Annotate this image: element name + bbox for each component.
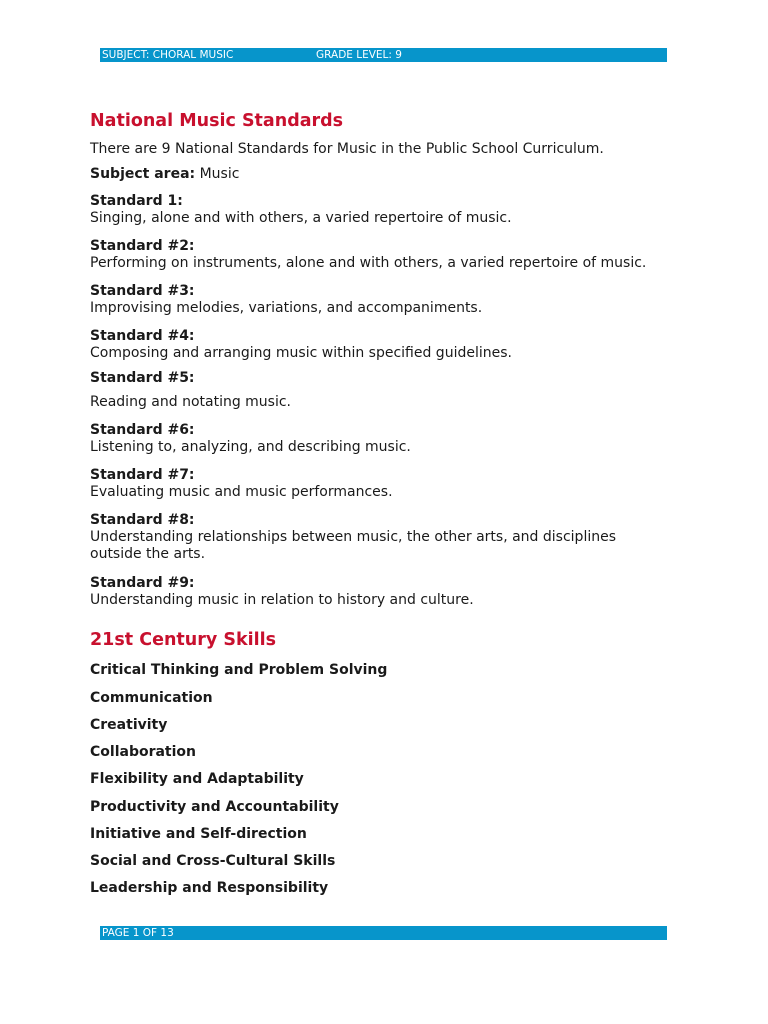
skill-item: Initiative and Self-direction — [90, 826, 307, 842]
standard-label: Standard #2: — [90, 238, 195, 254]
standard-text: Understanding relationships between music, the other arts, and disciplines — [90, 529, 616, 545]
standard-label: Standard #4: — [90, 328, 195, 344]
skill-item: Collaboration — [90, 744, 197, 760]
subject-area-value: Music — [195, 166, 240, 182]
standard-text: outside the arts. — [90, 546, 206, 562]
skill-item: Communication — [90, 690, 213, 706]
standard-label: Standard #7: — [90, 467, 195, 483]
section-title-skills: 21st Century Skills — [90, 630, 277, 650]
section-title-standards: National Music Standards — [90, 111, 344, 131]
standard-label: Standard #5: — [90, 370, 195, 386]
header-grade: GRADE LEVEL: 9 — [316, 49, 402, 61]
standard-text: Improvising melodies, variations, and accompaniments. — [90, 300, 483, 316]
standard-text: Performing on instruments, alone and with others, a varied repertoire of music. — [90, 255, 647, 271]
standard-text: Evaluating music and music performances. — [90, 484, 393, 500]
page-number: PAGE 1 OF 13 — [102, 927, 174, 939]
page-footer-bar — [100, 926, 667, 940]
subject-area-line — [90, 166, 239, 183]
skill-item: Social and Cross-Cultural Skills — [90, 853, 336, 869]
standard-label: Standard #9: — [90, 575, 195, 591]
skill-item: Critical Thinking and Problem Solving — [90, 662, 388, 678]
standard-label: Standard #3: — [90, 283, 195, 299]
skill-item: Leadership and Responsibility — [90, 880, 329, 896]
standard-text: Singing, alone and with others, a varied repertoire of music. — [90, 210, 512, 226]
standard-text: Understanding music in relation to history and culture. — [90, 592, 474, 608]
intro-text: There are 9 National Standards for Music in the Public School Curriculum. — [90, 141, 604, 157]
subject-area-label: Subject area: — [90, 166, 196, 182]
standard-label: Standard 1: — [90, 193, 183, 209]
skill-item: Flexibility and Adaptability — [90, 771, 304, 787]
standard-label: Standard #6: — [90, 422, 195, 438]
page-header-bar — [100, 48, 667, 62]
standard-text: Listening to, analyzing, and describing music. — [90, 439, 411, 455]
standard-text: Reading and notating music. — [90, 394, 292, 410]
standard-label: Standard #8: — [90, 512, 195, 528]
skill-item: Productivity and Accountability — [90, 799, 339, 815]
skill-item: Creativity — [90, 717, 168, 733]
standard-text: Composing and arranging music within specified guidelines. — [90, 345, 512, 361]
header-subject: SUBJECT: CHORAL MUSIC — [102, 49, 234, 61]
